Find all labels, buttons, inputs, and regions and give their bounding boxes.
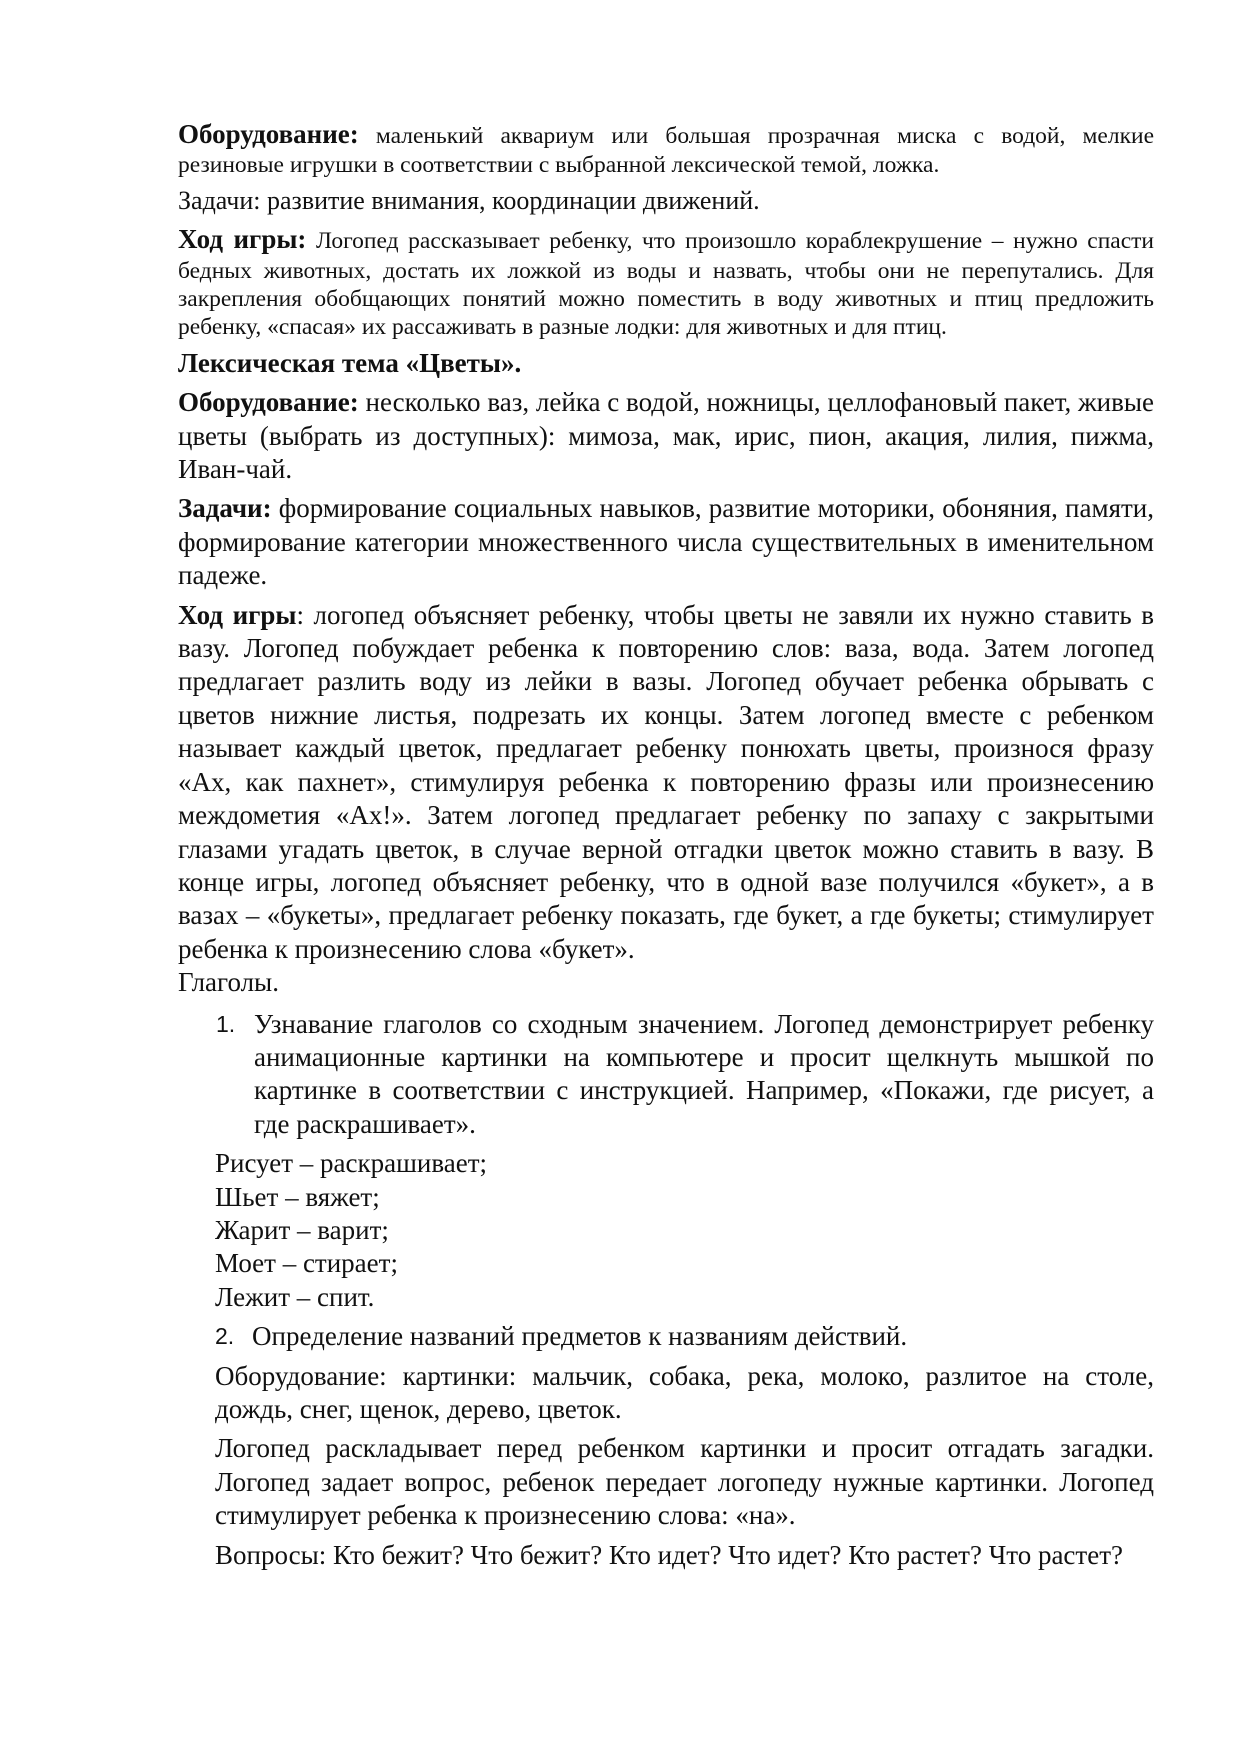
section-title-verbs: Глаголы. [178,967,279,998]
verb-pair: Моет – стирает; [215,1248,398,1279]
list-number-2: 2. [215,1323,235,1350]
equipment-text: маленький аквариум или большая прозрачная миска с водой, мелкие резиновые игрушки в соответствии с выбранной лексической темой, ложка. [178,123,1154,179]
equipment-label: Оборудование: [178,119,359,149]
item2-description: Логопед раскладывает перед ребенком картинки и просит отгадать загадки. Логопед задает вопрос, ребенок передает логопеду нужные картинки. Логопед стимулирует ребенка к произнесению слова: «на». [215,1433,1154,1531]
game-text: Логопед рассказывает ребенку, что произошло кораблекрушение – нужно спасти бедных животных, достать их ложкой из воды и назвать, чтобы они не перепутались. Для закрепления обобщающих понятий можно поместить в воду животных и птиц предложить ребенку, «спасая» их рассаживать в разные лодки: для животных и для птиц. [178,228,1154,340]
flowers-equipment-text: несколько ваз, лейка с водой, ножницы, целлофановый пакет, живые цветы (выбрать из доступных): мимоза, мак, ирис, пион, акация, лилия, пижма, Иван-чай. [178,387,1154,485]
item2-questions: Вопросы: Кто бежит? Что бежит? Кто идет? Что идет? Кто растет? Что растет? [215,1539,1123,1570]
flowers-equipment-paragraph [178,386,1154,486]
equipment-paragraph [178,118,1154,179]
verb-pair: Шьет – вяжет; [215,1181,380,1212]
section-title-flowers: Лексическая тема «Цветы». [178,347,522,378]
list-item-2 [178,1320,1154,1353]
game-paragraph [178,223,1154,340]
flowers-game-text: : логопед объясняет ребенку, чтобы цветы не завяли их нужно ставить в вазу. Логопед побуждает ребенка к повторению слов: ваза, вода. Затем логопед предлагает разлить воду из лейки в вазы. Логопед обучает ребенка обрывать с цветов нижние листья, подрезать их концы. Затем логопед вместе с ребенком называет каждый цветок, предлагает ребенку понюхать цветы, произнося фразу «Ах, как пахнет», стимулируя ребенка к повторению фразы или произнесению междометия «Ах!». Затем логопед предлагает ребенку по запаху с закрытыми глазами угадать цветок, в случае верной отгадки цветок можно ставить в вазу. В конце игры, логопед объясняет ребенку, что в одной вазе получился «букет», а в вазах – «букеты», предлагает ребенку показать, где букет, а где букеты; стимулирует ребенка к произнесению слова «букет». [178,599,1154,964]
item2-equipment: Оборудование: картинки: мальчик, собака, река, молоко, разлитое на столе, дождь, снег, щенок, дерево, цветок. [215,1360,1154,1424]
flowers-game-paragraph [178,599,1154,966]
flowers-tasks-paragraph [178,492,1154,592]
document-page [178,118,1154,1572]
verb-pair: Рисует – раскрашивает; [215,1148,487,1179]
list-item-1 [178,1008,1154,1142]
flowers-tasks-label: Задачи: [178,493,272,524]
list-item-1-text: Узнавание глаголов со сходным значением. Логопед демонстрирует ребенку анимационные картинки на компьютере и просит щелкнуть мышкой по картинке в соответствии с инструкцией. Например, «Покажи, где рисует, а где раскрашивает». [254,1008,1154,1139]
flowers-tasks-text: формирование социальных навыков, развитие моторики, обоняния, памяти, формирование категории множественного числа существительных в именительном падеже. [178,493,1154,591]
tasks-paragraph: Задачи: развитие внимания, координации движений. [178,186,760,216]
verb-pair: Лежит – спит. [215,1281,375,1312]
list-number-1: 1. [216,1010,236,1037]
list-item-2-text: Определение названий предметов к названиям действий. [252,1321,908,1352]
flowers-equipment-label: Оборудование: [178,387,359,418]
game-label: Ход игры: [178,224,307,255]
flowers-game-label: Ход игры [178,599,297,630]
verb-pair: Жарит – варит; [215,1214,389,1245]
